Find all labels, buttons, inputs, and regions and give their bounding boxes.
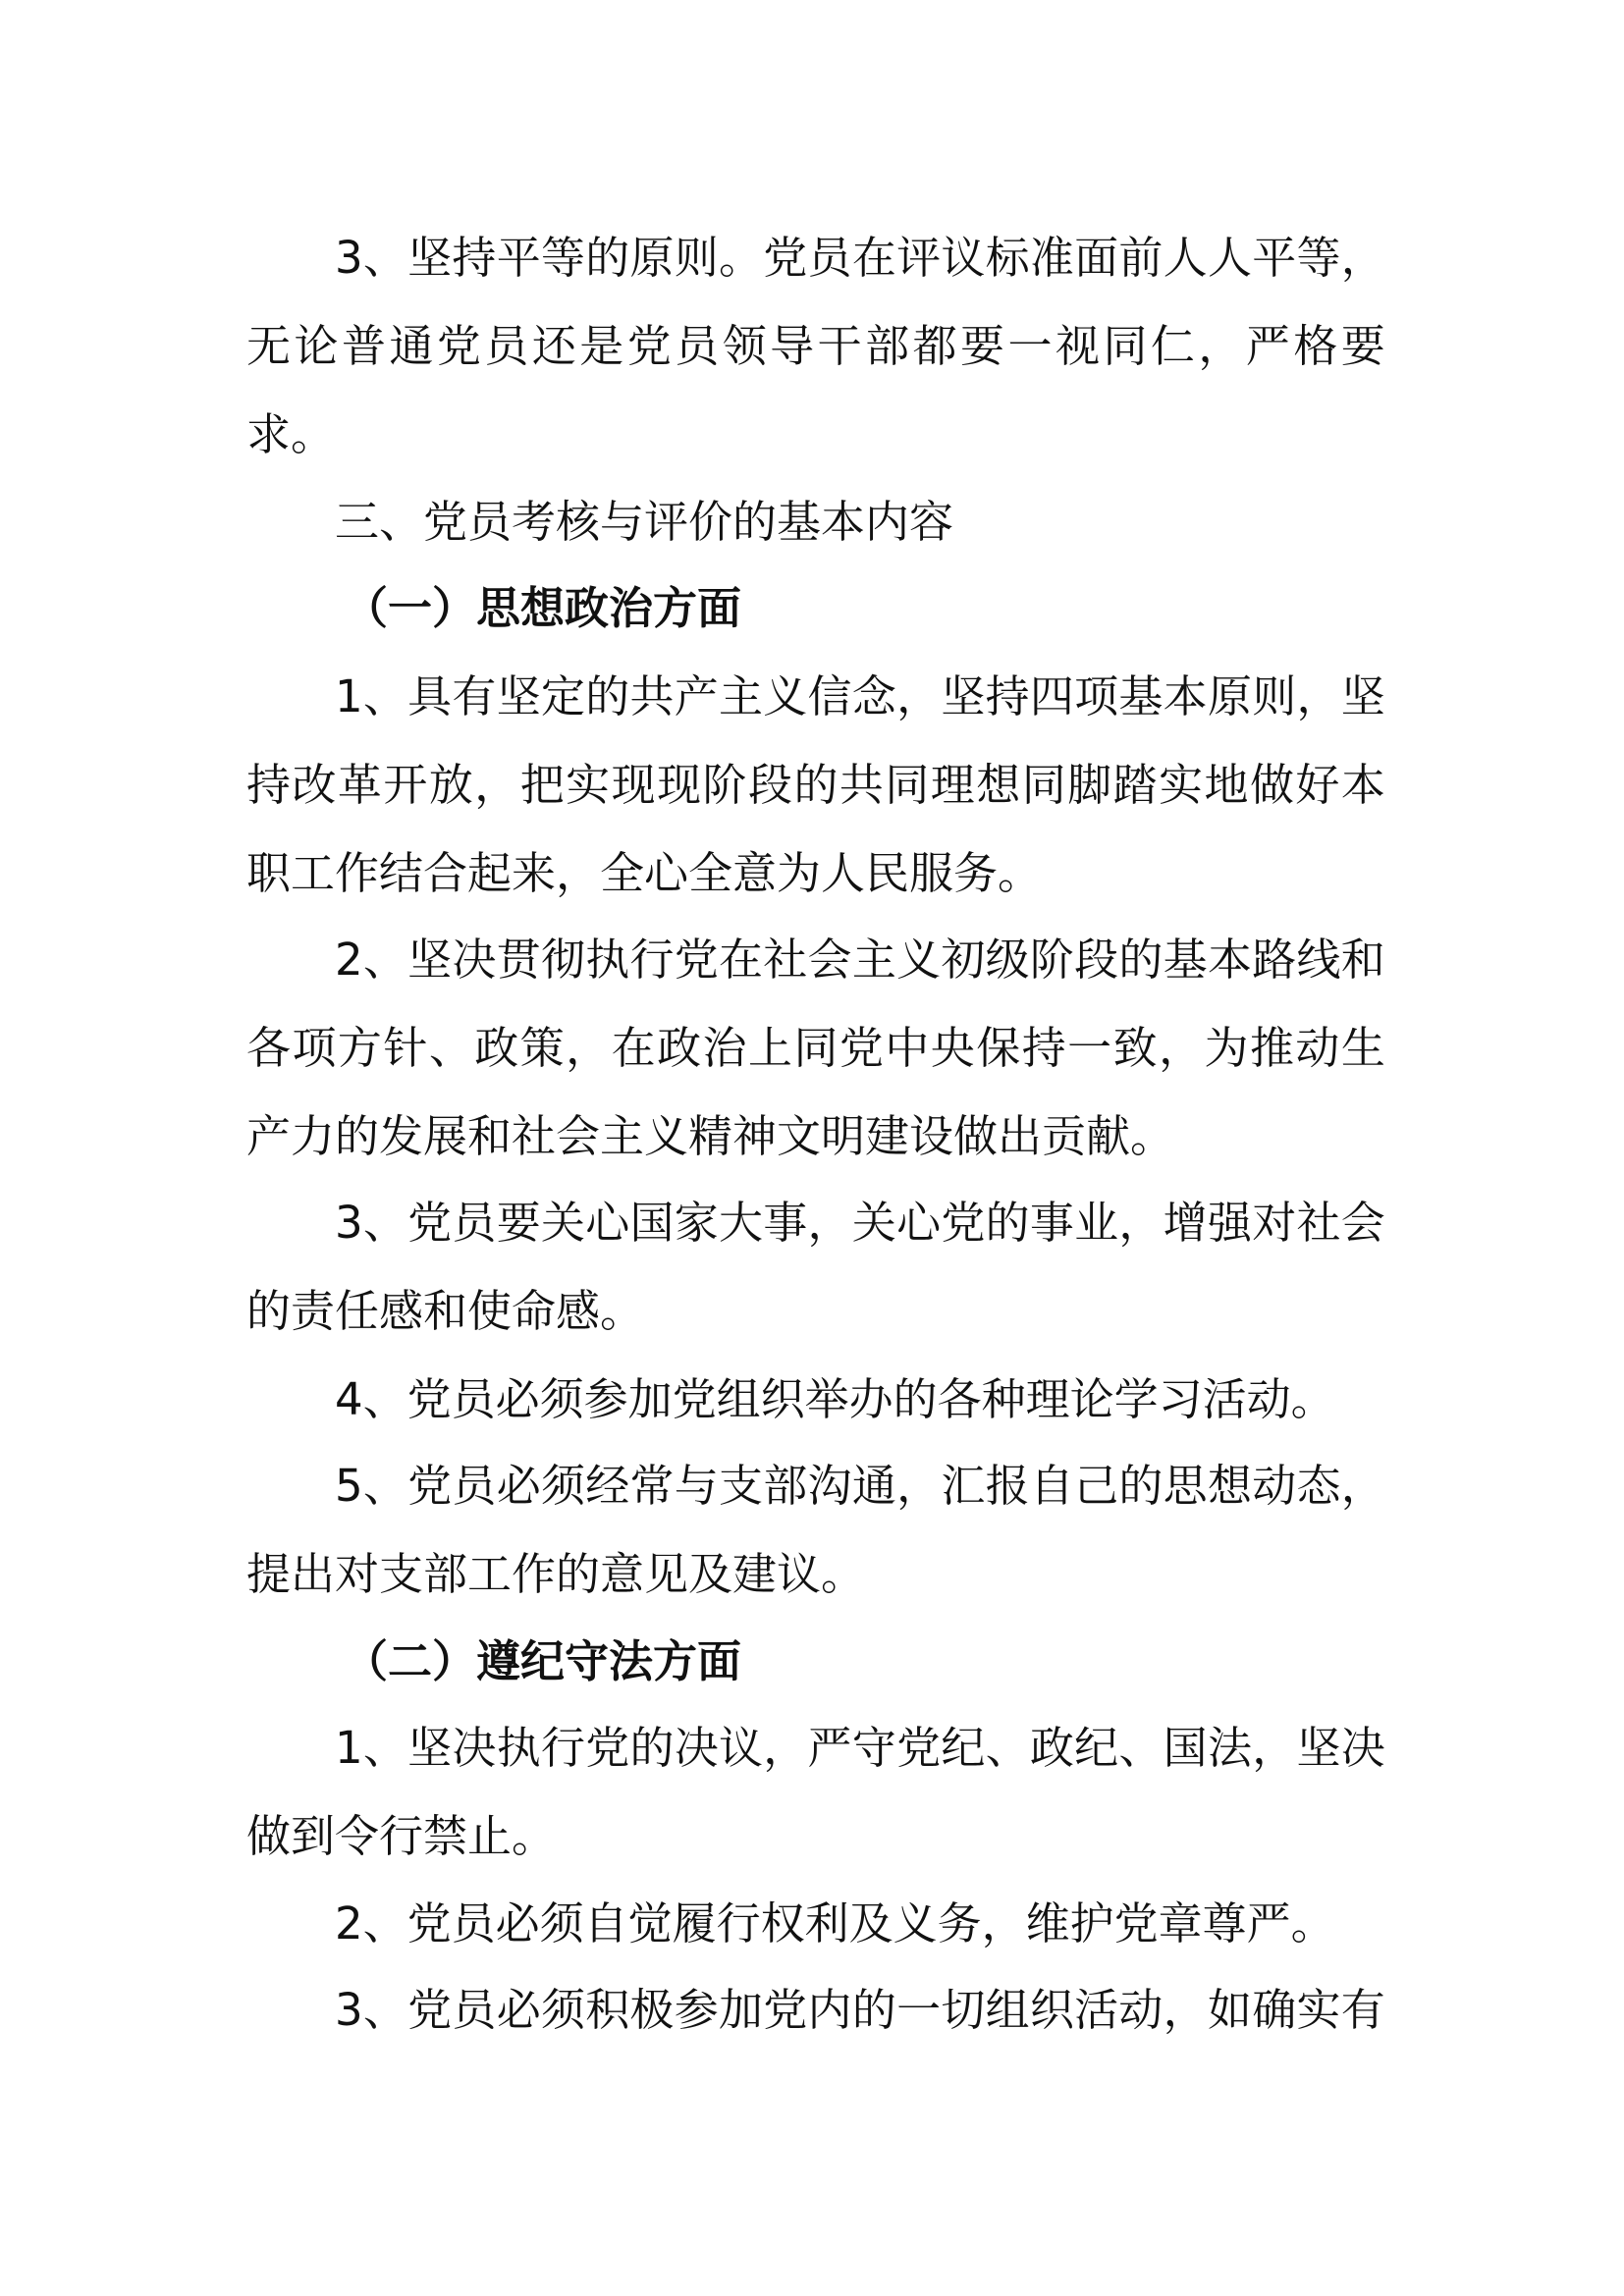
paragraph-line: 做到令行禁止。 [246,1810,557,1862]
paragraph-line: 产力的发展和社会主义精神文明建设做出贡献。 [246,1110,1175,1162]
paragraph-line: 1 、 具 有 坚 定 的 共 产 主 义 信 念 ， 坚 持 四 项 基 本 原 则 ， 坚 [335,670,1385,722]
paragraph-line: 3 、 党 员 必 须 积 极 参 加 党 内 的 一 切 组 织 活 动 ， 如 确 实 有 [335,1984,1385,2036]
paragraph-line: 的责任感和使命感。 [246,1285,645,1337]
paragraph-line: 各 项 方 针 、 政 策 ， 在 政 治 上 同 党 中 央 保 持 一 致 ， 为 推 动 生 [246,1022,1385,1074]
paragraph-line: 持 改 革 开 放 ， 把 实 现 现 阶 段 的 共 同 理 想 同 脚 踏 实 地 做 好 本 [246,759,1385,811]
paragraph-line: 3 、 党 员 要 关 心 国 家 大 事 ， 关 心 党 的 事 业 ， 增 强 对 社 会 [335,1197,1385,1249]
paragraph-line: 1 、 坚 决 执 行 党 的 决 议 ， 严 守 党 纪 、 政 纪 、 国 法 ， 坚 决 [335,1722,1385,1774]
paragraph-line: 无 论 普 通 党 员 还 是 党 员 领 导 干 部 都 要 一 视 同 仁 ， 严 格 要 [246,320,1385,372]
paragraph-line: 5 、 党 员 必 须 经 常 与 支 部 沟 通 ， 汇 报 自 己 的 思 想 动 态 ， [335,1460,1385,1512]
paragraph-line: 4、党员必须参加党组织举办的各种理论学习活动。 [335,1373,1335,1425]
paragraph-line: 求。 [246,408,336,460]
section-heading: 三、党员考核与评价的基本内容 [335,496,954,548]
subsection-heading: （一）思想政治方面 [344,582,742,634]
paragraph-line: 2、党员必须自觉履行权利及义务，维护党章尊严。 [335,1897,1335,1949]
paragraph-line: 职工作结合起来，全心全意为人民服务。 [246,847,1043,899]
paragraph-line: 3 、 坚 持 平 等 的 原 则 。 党 员 在 评 议 标 准 面 前 人 人 平 等 ， [335,232,1385,284]
paragraph-line: 提出对支部工作的意见及建议。 [246,1548,866,1600]
subsection-heading: （二）遵纪守法方面 [344,1635,742,1687]
paragraph-line: 2 、 坚 决 贯 彻 执 行 党 在 社 会 主 义 初 级 阶 段 的 基 本 路 线 和 [335,934,1385,986]
